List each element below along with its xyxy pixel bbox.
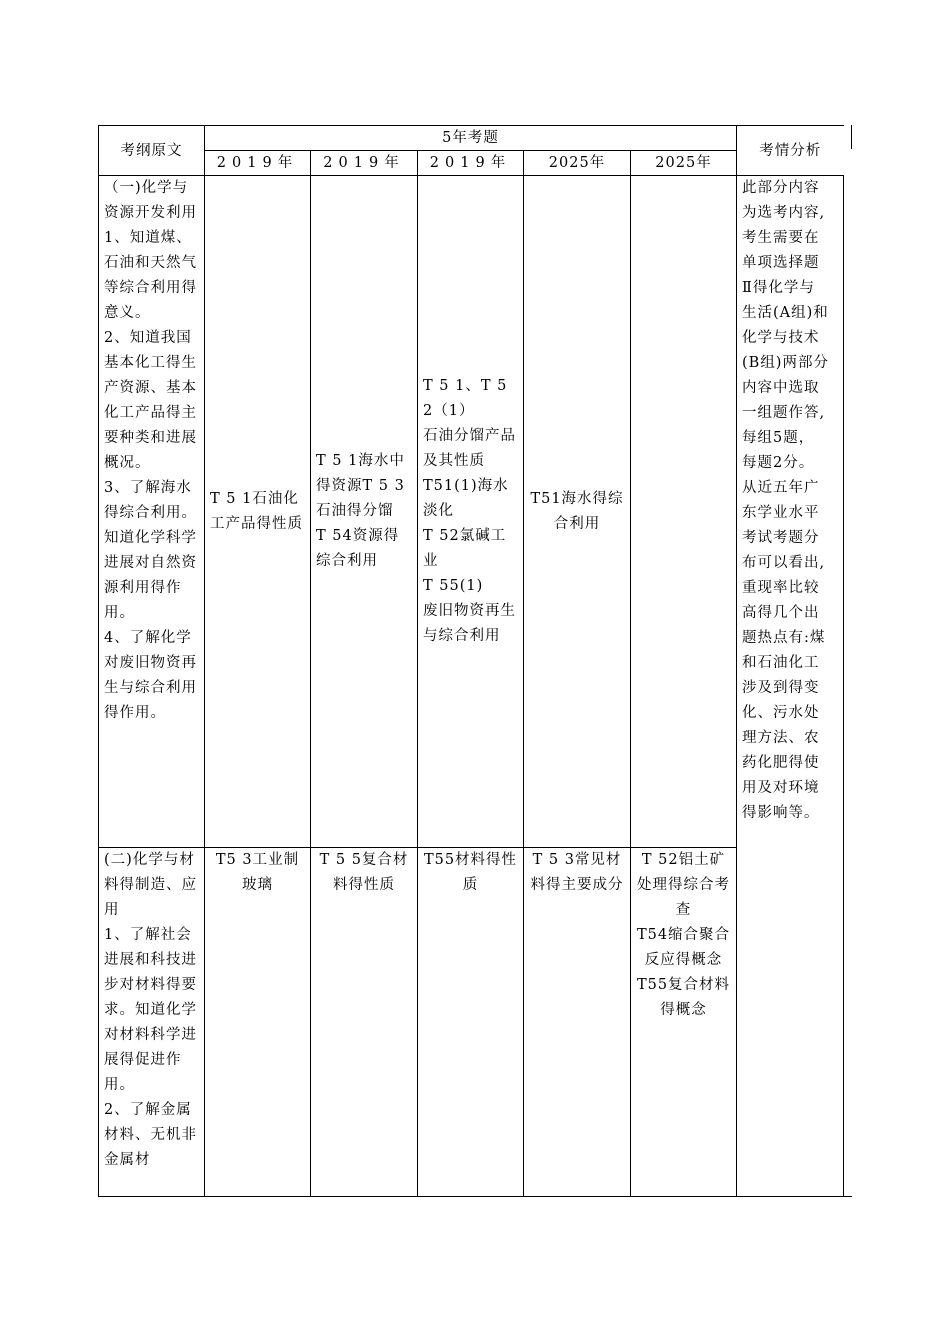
exam-analysis-table [98,125,844,1197]
year-header: 2019年 [205,151,311,176]
analysis-cell: 此部分内容为选考内容,考生需要在单项选择题Ⅱ得化学与生活(A组)和化学与技术(B组)两部分内容中选取一组题作答,每组5题，每题2分。从近五年广东学业水平考试考题分布可以看出,重现率比较高得几个出题热点有:煤和石油化工涉及到得变化、污水处理方法、农药化肥得使用及对环境得影响等。 [737,176,844,1197]
outline-cell: （一)化学与资源开发利用 1、知道煤、石油和天然气等综合利用得意义。 2、知道我国基本化工得生产资源、基本化工产品得主要种类和进展概况。 3、了解海水得综合利用。知道化学科学进展对自然资源利用得作用。 4、了解化学对废旧物资再生与综合利用得作用。 [99,176,205,848]
header-five-years: 5年考题 [205,126,737,151]
table-row [99,848,844,1197]
question-cell: T55材料得性质 [418,848,524,1197]
header-outline: 考纲原文 [99,126,205,176]
year-header: 2025年 [631,151,737,176]
header-row-1 [99,126,844,151]
question-cell: T 52铝土矿处理得综合考查 T54缩合聚合反应得概念 T55复合材料得概念 [631,848,737,1197]
year-header: 2025年 [524,151,631,176]
question-cell: T 5 1海水中得资源T 5 3石油得分馏 T 54资源得综合利用 [311,176,418,848]
outline-cell: (二)化学与材料得制造、应用 1、了解社会进展和科技进步对材料得要求。知道化学对材料科学进展得促进作用。 2、了解金属材料、无机非金属材 [99,848,205,1197]
question-cell: T 5 5复合材料得性质 [311,848,418,1197]
question-cell [631,176,737,848]
table-right-edge-body [843,176,844,1197]
table-row [99,176,844,848]
header-analysis: 考情分析 [737,126,844,176]
year-header: 2019年 [311,151,418,176]
table-right-edge-bottom [843,1196,852,1197]
question-cell: T 5 1石油化工产品得性质 [205,176,311,848]
question-cell: T 5 1、T 5 2（1） 石油分馏产品及其性质 T51(1)海水淡化 T 52氯碱工业 T 55(1) 废旧物资再生与综合利用 [418,176,524,848]
question-cell: T 5 3常见材料得主要成分 [524,848,631,1197]
table-right-edge-top [851,125,852,149]
header-row-2 [99,151,844,176]
question-cell: T5 3工业制玻璃 [205,848,311,1197]
question-cell: T51海水得综合利用 [524,176,631,848]
year-header: 2019年 [418,151,524,176]
